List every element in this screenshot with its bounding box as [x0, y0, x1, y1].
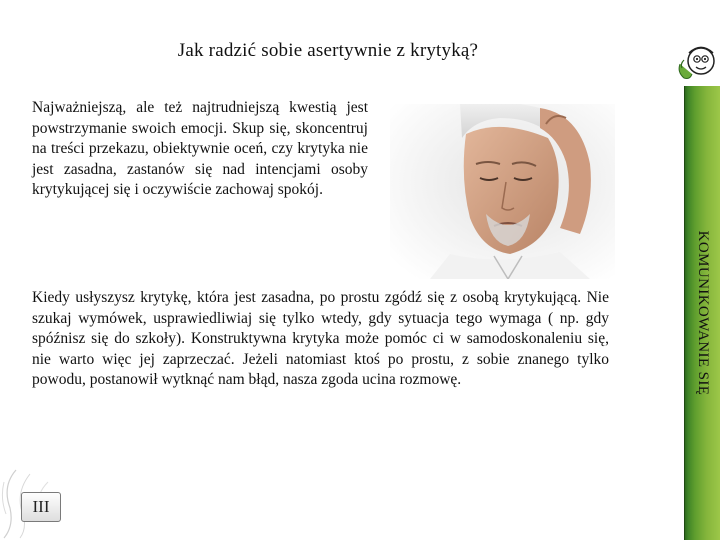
side-bar — [684, 86, 720, 540]
side-label: KOMUNIKOWANIE SIĘ — [695, 230, 712, 396]
paragraph-emotions: Najważniejszą, ale też najtrudniejszą kwestią jest powstrzymanie swoich emocji. Skup się, skoncentruj na treści przekazu, obiektywnie oceń, czy krytyka nie jest zasadna, zastanów się nad intencjami osoby krytykującej się i oczywiście zachowaj spokój. — [32, 99, 368, 198]
paragraph-justified-criticism: Kiedy usłyszysz krytykę, która jest zasadna, po prostu zgódź się z osobą krytykującą. Nie szukaj wymówek, usprawiedliwiaj się tylko wtedy, gdy sytuacja tego wymaga ( np. gdy spóźnisz się do szkoły). Konstruktywna krytyka może pomóc ci w samodoskonaleniu się, nie warto więc jej zaprzeczać. Jeżeli natomiast ktoś po prostu, z sobie znanego tylko powodu, postanowił wytknąć nam błąd, nasza zgoda ucina rozmowę. — [32, 289, 609, 388]
section-number-badge: III — [21, 492, 61, 522]
cartoon-face-logo-icon — [674, 40, 720, 86]
slide-title: Jak radzić sobie asertywnie z krytyką? — [177, 40, 479, 61]
pensive-man-photo — [390, 104, 615, 279]
